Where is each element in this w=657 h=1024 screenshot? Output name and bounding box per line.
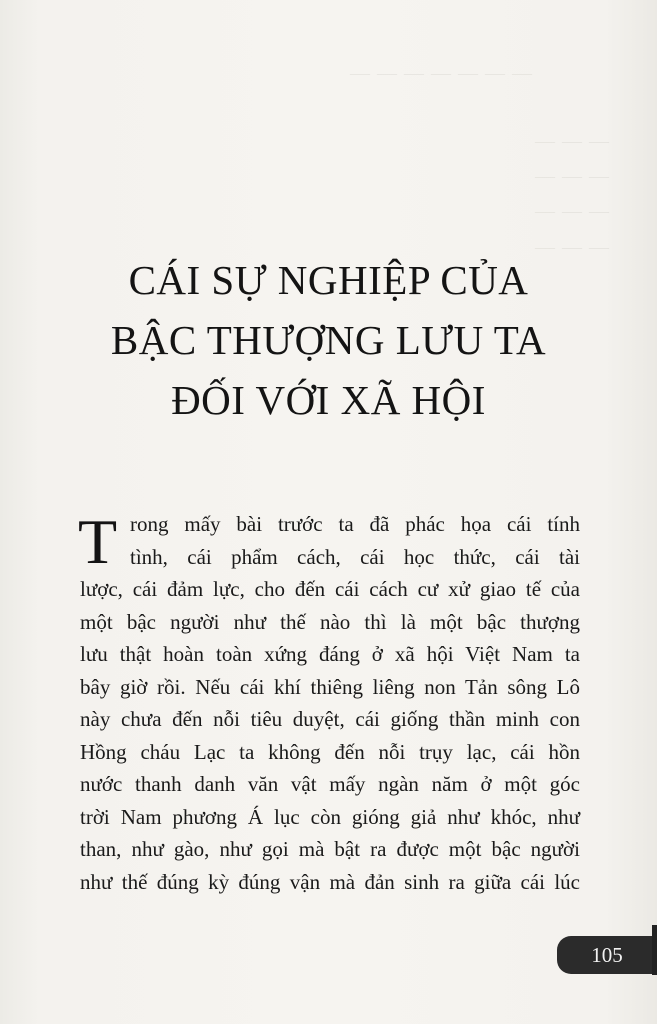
chapter-title-line: ĐỐI VỚI XÃ HỘI — [171, 377, 486, 423]
chapter-title-line: BẬC THƯỢNG LƯU TA — [110, 317, 547, 363]
text-line: một bậc người như thế nào thì là một bậc thượng — [80, 609, 580, 634]
show-through-text: — — — — [535, 130, 610, 152]
text-line: nước thanh danh văn vật mấy ngàn năm ở một góc — [80, 772, 580, 796]
text-line: tình, cái phẩm cách, cái học thức, cái tài — [130, 544, 580, 569]
text-line: than, như gào, như gọi mà bật ra được một bậc người — [80, 837, 580, 861]
show-through-text: — — — — — — — — [350, 62, 533, 84]
body-text — [80, 508, 580, 898]
text-line: bây giờ rồi. Nếu cái khí thiêng liêng non Tản sông Lô — [80, 674, 580, 699]
show-through-text: — — — — [535, 165, 610, 187]
drop-cap: T — [78, 506, 118, 577]
chapter-title-line: CÁI SỰ NGHIỆP CỦA — [128, 257, 529, 303]
page-edge-marker — [652, 925, 657, 975]
chapter-title — [0, 250, 657, 430]
text-line: rong mấy bài trước ta đã phác họa cái tính — [130, 512, 580, 536]
text-line: như thế đúng kỳ đúng vận mà đản sinh ra giữa cái lúc — [80, 869, 580, 894]
text-line: lưu thật hoàn toàn xứng đáng ở xã hội Việt Nam ta — [80, 642, 580, 666]
text-line: Hồng cháu Lạc ta không đến nỗi trụy lạc, cái hồn — [80, 739, 580, 764]
page-number-tab: 105 — [557, 936, 657, 974]
text-line: lược, cái đảm lực, cho đến cái cách cư xử giao tế của — [80, 577, 580, 601]
text-line: này chưa đến nỗi tiêu duyệt, cái giống thần minh con — [80, 707, 580, 731]
show-through-text: — — — — [535, 200, 610, 222]
text-line: trời Nam phương Á lục còn gióng giả như khóc, như — [80, 804, 580, 829]
show-through-text: — — — — [535, 236, 610, 258]
